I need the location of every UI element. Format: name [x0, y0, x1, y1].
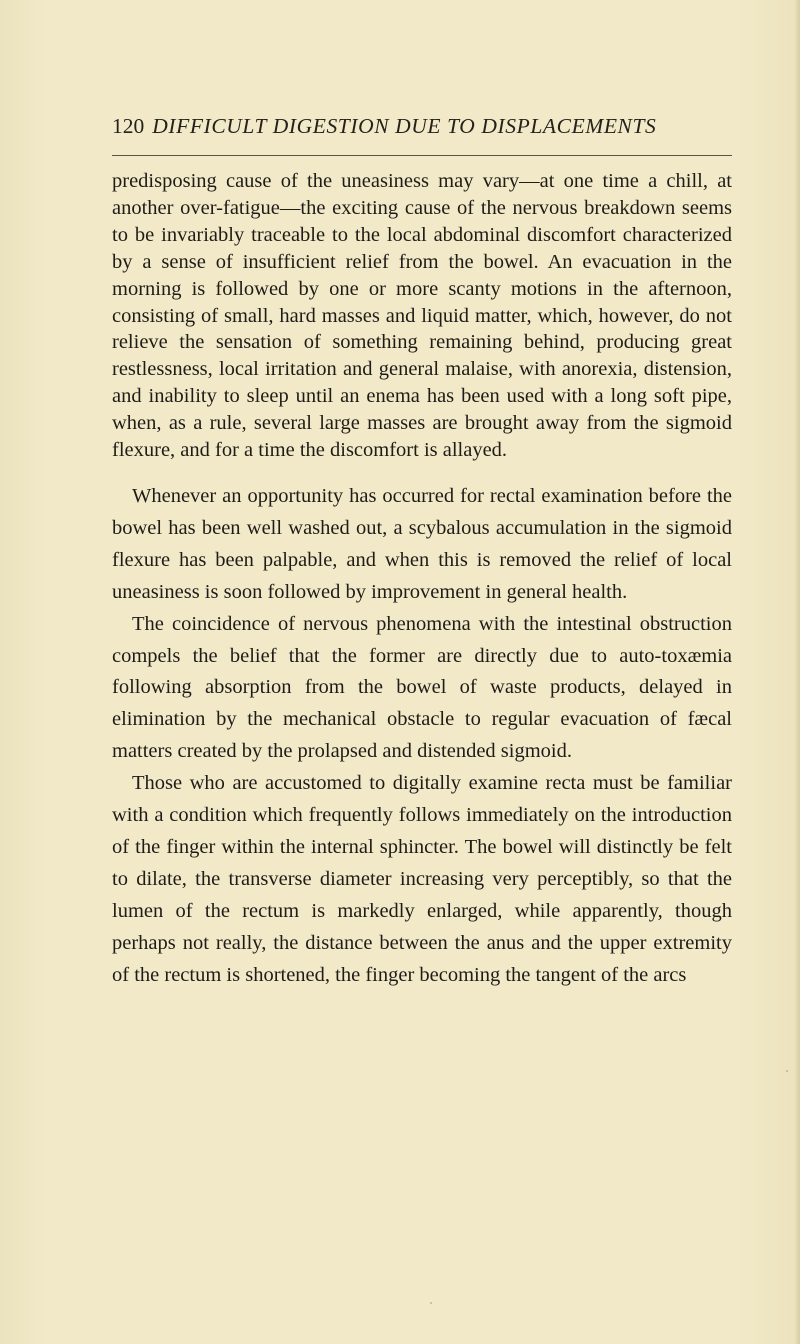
- paragraph-3: The coincidence of nervous phenomena with the intestinal obstruction compels the belief that the former are directly due to auto-toxæmia following absorption from the bowel of waste products, delayed in elimination by the mechanical obstacle to regular evacuation of fæcal matters created by the prolapsed and distended sigmoid.: [112, 612, 732, 763]
- header-rule: [112, 155, 732, 156]
- running-head: [112, 114, 732, 139]
- paragraph-1: predisposing cause of the uneasiness may vary—at one time a chill, at another over-fatigue—the exciting cause of the nervous breakdown seems to be invariably traceable to the local abdominal discomfort characterized by a sense of insufficient relief from the bowel. An evacuation in the morning is followed by one or more scanty motions in the afternoon, consisting of small, hard masses and liquid matter, which, however, do not relieve the sensation of something remaining behind, producing great restlessness, local irritation and general malaise, with anorexia, distension, and inability to sleep until an enema has been used with a long soft pipe, when, as a rule, several large masses are brought away from the sigmoid flexure, and for a time the discomfort is allayed.: [112, 170, 732, 462]
- page-edge-shadow: [794, 0, 800, 1344]
- paper-speck: [430, 1302, 432, 1304]
- body-text: [112, 168, 732, 991]
- paragraph-4: Those who are accustomed to digitally examine recta must be familiar with a condition which frequently follows immediately on the introduction of the finger within the internal sphincter. The bowel will distinctly be felt to dilate, the transverse diameter increasing very perceptibly, so that the lumen of the rectum is markedly enlarged, while apparently, though perhaps not really, the distance between the anus and the upper extremity of the rectum is shortened, the finger becoming the tangent of the arcs: [112, 772, 732, 986]
- page-number: 120: [112, 114, 145, 138]
- running-title: DIFFICULT DIGESTION DUE TO DISPLACEMENTS: [152, 114, 657, 138]
- paper-speck: [786, 1070, 788, 1072]
- paragraph-2: Whenever an opportunity has occurred for rectal examination before the bowel has been well washed out, a scybalous accumulation in the sigmoid flexure has been palpable, and when this is removed the relief of local uneasiness is soon followed by improvement in general health.: [112, 484, 732, 603]
